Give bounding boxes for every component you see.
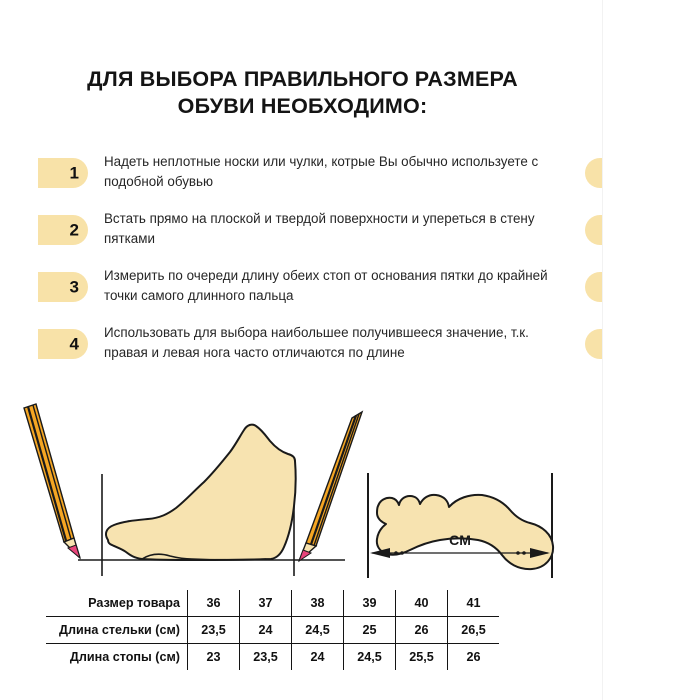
row-header-insole-length: Длина стельки (см) (46, 617, 188, 644)
pencil-left-tip (68, 545, 80, 558)
row-header-foot-length: Длина стопы (см) (46, 644, 188, 671)
pencil-right-stripe-a (311, 416, 356, 545)
size-chart-table (46, 590, 499, 670)
table-cell: 25,5 (396, 644, 448, 671)
title-emphasis-word: ПРАВИЛЬНОГО (243, 67, 409, 91)
table-row (46, 617, 499, 644)
foot-sole-view (368, 473, 553, 578)
step-badge-right-stub-3 (585, 272, 602, 302)
row-header-product-size: Размер товара (46, 590, 188, 617)
table-cell: 26,5 (448, 617, 500, 644)
table-cell: 26 (466, 650, 481, 664)
title-line-2: ОБУВИ НЕОБХОДИМО: (177, 94, 428, 118)
table-cell: 24,5 (292, 617, 344, 644)
step-number-label: 1 (69, 163, 79, 183)
step-text-4: Использовать для выбора наибольшее получившееся значение, т.к. правая и левая нога часто отличаются по длине (104, 325, 529, 360)
table-cell: 38 (292, 590, 344, 617)
step-text-1: Надеть неплотные носки или чулки, котрые Вы обычно используете с подобной обувью (104, 154, 539, 189)
step-text-3: Измерить по очереди длину обеих стоп от основания пятки до крайней точки самого длинного пальца (104, 268, 548, 303)
foot-side-view (24, 404, 362, 576)
step-badge-3 (38, 272, 88, 302)
table-cell: 24,5 (344, 644, 396, 671)
list-item (0, 266, 700, 323)
table-cell: 25 (344, 617, 396, 644)
table-cell: 36 (188, 590, 240, 617)
table-cell: 37 (240, 590, 292, 617)
step-badge-right-stub-1 (585, 158, 602, 188)
step-badge-4 (38, 329, 88, 359)
pencil-left-stripe-a (28, 407, 66, 541)
table-cell: 23 (188, 644, 240, 671)
step-badge-right-stub-2 (585, 215, 602, 245)
table-cell: 41 (448, 590, 500, 617)
measure-pip-left-b (400, 551, 404, 555)
table-cell: 40 (396, 590, 448, 617)
table-cell: 39 (344, 590, 396, 617)
measure-pip-left-a (394, 551, 398, 555)
list-item (0, 209, 700, 266)
table-cell: 26 (396, 617, 448, 644)
pencil-right-icon (299, 412, 362, 561)
diagram-canvas (0, 398, 700, 583)
page-title (40, 66, 565, 120)
step-badge-right-stub-4 (585, 329, 602, 359)
pencil-left-stripe-b (33, 405, 71, 539)
measurement-diagrams (0, 398, 700, 578)
measure-unit-label: CM (449, 532, 471, 548)
measure-pip-right-a (516, 551, 520, 555)
step-number-label: 2 (69, 220, 79, 240)
table-cell: 24 (240, 617, 292, 644)
table-cell: 23,5 (188, 617, 240, 644)
step-text-2: Встать прямо на плоской и твердой поверхности и упереться в стену пятками (104, 211, 535, 246)
title-line-1-part-a: ДЛЯ ВЫБОРА (87, 67, 244, 91)
table-row (46, 590, 499, 617)
table-row (46, 644, 499, 671)
pencil-left-icon (24, 404, 80, 558)
table-cell: 23,5 (240, 644, 292, 671)
step-badge-1 (38, 158, 88, 188)
instruction-list (0, 152, 700, 380)
pencil-right-stripe-b (314, 414, 359, 546)
table-cell: 24 (292, 644, 344, 671)
step-number-label: 4 (69, 334, 79, 354)
list-item (0, 152, 700, 209)
foot-side-silhouette (106, 425, 296, 560)
step-number-label: 3 (69, 277, 79, 297)
list-item (0, 323, 700, 380)
measure-pip-right-b (522, 551, 526, 555)
step-badge-2 (38, 215, 88, 245)
title-line-1-part-c: РАЗМЕРА (408, 67, 518, 91)
